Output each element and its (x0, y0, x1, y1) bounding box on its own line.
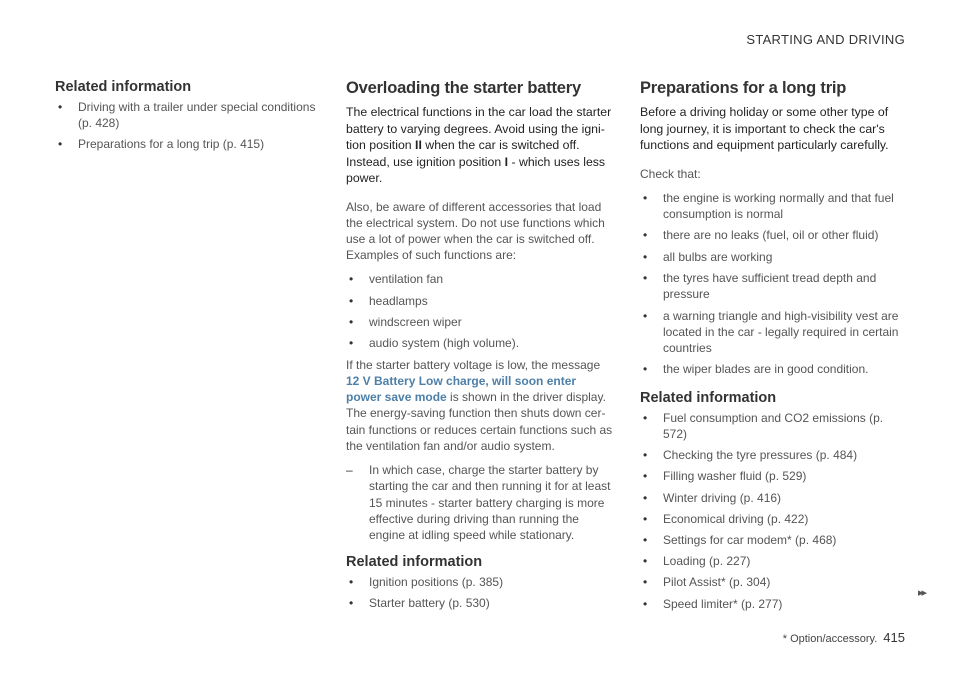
related-link[interactable]: • Preparations for a long trip (p. 415) (55, 136, 320, 152)
intro-paragraph: Before a driving holiday or some other type of long journey, it is important to check the car's functions and equipment particularly carefully. (640, 105, 889, 152)
section-title: Preparations for a long trip (640, 79, 847, 97)
related-link[interactable]: • Driving with a trailer under special conditions (p. 428) (55, 99, 320, 131)
examples-list (346, 271, 614, 351)
ignition-position-ii: II (415, 138, 422, 152)
step-text: In which case, charge the starter battery by starting the car and then running it for at least 15 minutes - starter battery charging is more effective during driving than running the engine at idling speed while stationary. (369, 463, 611, 542)
column-2 (346, 78, 614, 617)
page-number: 415 (883, 630, 905, 645)
related-link[interactable]: • Loading (p. 227) (640, 553, 906, 569)
related-link[interactable]: • Ignition positions (p. 385) (346, 574, 614, 590)
footnote: * Option/accessory. (782, 633, 878, 645)
section-title: Overloading the starter battery (346, 79, 581, 97)
related-link[interactable]: • Fuel consumption and CO2 emissions (p. 572) (640, 410, 906, 442)
checks-list (640, 190, 906, 378)
related-heading: Related information (346, 554, 483, 571)
body-text: is shown in the driver display. The energy-saving function then shuts down cer-tain functions or reduces certain functions such as the ventilation fan and/or audio system. (346, 390, 613, 453)
related-list (640, 410, 906, 612)
list-item: • a warning triangle and high-visibility vest are located in the car - legally required in certain countries (640, 308, 906, 357)
continue-arrows-icon: ▸▸ (918, 587, 926, 599)
related-heading: Related information (640, 389, 777, 406)
list-item: • the wiper blades are in good condition. (640, 361, 906, 377)
related-link[interactable]: • Settings for car modem* (p. 468) (640, 532, 906, 548)
body-text: If the starter battery voltage is low, the message (346, 357, 601, 372)
related-list (55, 99, 320, 153)
ignition-position-i: I (504, 154, 509, 169)
intro-text: - which uses less power. (346, 154, 606, 185)
related-link[interactable]: • Economical driving (p. 422) (640, 511, 906, 527)
list-item: • the engine is working normally and that fuel consumption is normal (640, 190, 906, 222)
action-step (346, 462, 614, 543)
step-dash: – (346, 463, 353, 478)
running-head: STARTING AND DRIVING (746, 32, 905, 47)
related-link[interactable]: • Pilot Assist* (p. 304) (640, 574, 906, 590)
list-item: • ventilation fan (346, 271, 614, 287)
intro-text: when the car is switched off. Instead, use ignition position (346, 138, 580, 169)
intro-text: The electrical functions in the car load the starter battery to varying degrees. Avoid using the igni-tion position (346, 105, 612, 152)
related-list (346, 574, 614, 611)
related-link[interactable]: • Starter battery (p. 530) (346, 595, 614, 611)
list-item: • there are no leaks (fuel, oil or other fluid) (640, 227, 906, 243)
list-item: • windscreen wiper (346, 314, 614, 330)
body-paragraph: Check that: (640, 166, 701, 181)
list-item: • audio system (high volume). (346, 335, 614, 351)
body-paragraph: Also, be aware of different accessories that load the electrical system. Do not use functions which use a lot of power when the car is switched off. Examples of such functions are: (346, 199, 605, 263)
related-heading: Related information (55, 79, 192, 95)
related-link[interactable]: • Filling washer fluid (p. 529) (640, 468, 906, 484)
list-item: • headlamps (346, 293, 614, 309)
column-3 (640, 78, 906, 617)
intro-paragraph (346, 104, 614, 187)
related-link[interactable]: • Checking the tyre pressures (p. 484) (640, 447, 906, 463)
column-1 (55, 78, 320, 158)
list-item: • the tyres have sufficient tread depth and pressure (640, 270, 906, 302)
list-item: • all bulbs are working (640, 249, 906, 265)
page-footer (783, 630, 905, 645)
body-paragraph (346, 357, 614, 454)
related-link[interactable]: • Speed limiter* (p. 277) (640, 596, 906, 612)
related-link[interactable]: • Winter driving (p. 416) (640, 490, 906, 506)
display-message: 12 V Battery Low charge, will soon enter power save mode (346, 374, 577, 405)
